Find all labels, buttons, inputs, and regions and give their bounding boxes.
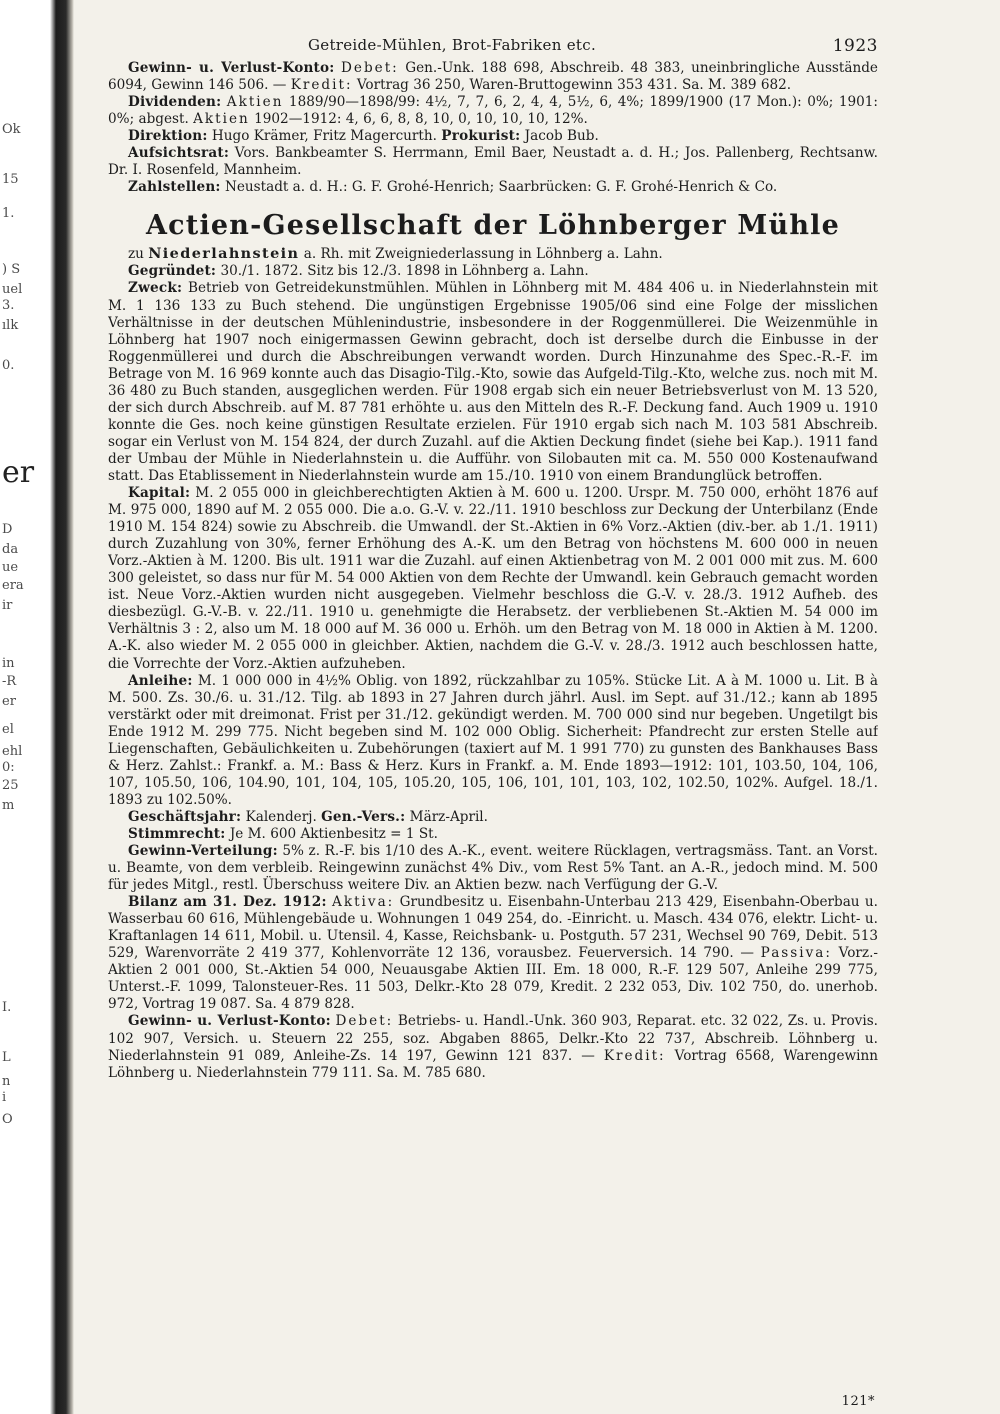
section-geschaeftsjahr: Geschäftsjahr: Kalenderj. Gen.-Vers.: März-April. — [128, 808, 488, 825]
margin-fragment: Ok — [2, 122, 21, 137]
margin-fragment: el — [2, 722, 14, 737]
margin-fragment: ehl — [2, 744, 23, 759]
section-gewinn-verlust-konto: Gewinn- u. Verlust-Konto: Debet: Betriebs- u. Handl.-Unk. 360 903, Reparat. etc. 32 022, Zs. u. Provis. 102 907, Versich. u. Steuern 22 255, soz. Abgaben 8865, Delkr.-Kto 22 737, Abschreib. Löhnberg u. Niederlahnstein 91 089, Anleihe-Zs. 14 197, Gewinn 121 837. — Kredit: Vortrag 6568, Warengewinn Löhnberg u. Niederlahnstein 779 111. Sa. M. 785 680. — [108, 1013, 878, 1081]
section-gegruendet: Gegründet: 30./1. 1872. Sitz bis 12./3. 1898 in Löhnberg a. Lahn. — [128, 263, 589, 280]
margin-fragment: ue — [2, 560, 19, 575]
margin-fragment: -R — [2, 674, 17, 689]
margin-fragment: er — [2, 456, 35, 490]
section-stimmrecht: Stimmrecht: Je M. 600 Aktienbesitz = 1 St. — [128, 825, 438, 842]
margin-fragment: uel — [2, 282, 23, 297]
company-subtitle: zu Niederlahnstein a. Rh. mit Zweigniederlassung in Löhnberg a. Lahn. — [128, 245, 663, 263]
margin-fragment: O — [2, 1112, 13, 1127]
margin-fragment: 3. — [2, 298, 15, 313]
printer-signature: 121* — [841, 1394, 875, 1409]
margin-fragment: in — [2, 656, 15, 671]
running-head-title: Getreide-Mühlen, Brot-Fabriken etc. — [308, 36, 597, 54]
section-zweck: Zweck: Betrieb von Getreidekunstmühlen. Mühlen in Löhnberg mit M. 484 406 u. in Niederlahnstein mit M. 1 136 133 zu Buch stehend. Die ungünstigen Ergebnisse 1905/06 sind eine Folge der misslichen Verhältnisse in der deutschen Mühlenindustrie, insbesondere in der Roggenmüllerei. Die Weizenmühle in Löhnberg hat 1907 noch einigermassen Gewinn gebracht, doch ist derselbe durch die Einbusse in der Roggenmüllerei und durch die Abschreibungen verwandt worden. Durch Hinzunahme des Spec.-R.-F. im Betrage von M. 16 969 konnte auch das Disagio-Tilg.-Kto, sowie das Aufgeld-Tilg.-Kto, welche zus. noch mit M. 36 480 zu Buch standen, ausgeglichen werden. Für 1908 ergab sich ein neuer Betriebsverlust von M. 13 520, der sich durch Abschreib. auf M. 87 781 erhöhte u. aus den Mitteln des R.-F. Deckung fand. Auch 1909 u. 1910 konnte die Ges. noch keine günstigen Resultate erzielen. Für 1910 ergab sich nach M. 103 581 Abschreib. sogar ein Verlust von M. 154 824, der durch Zuzahl. auf die Aktien Deckung findet (siehe bei Kap.). 1911 fand der Umbau der Mühle in Niederlahnstein u. die Aufführ. von Silobauten mit ca. M. 550 000 Kostenaufwand statt. Das Etablissement in Niederlahnstein wurde am 15./10. 1910 von einem Brandunglück betroffen. — [108, 280, 878, 484]
prev-zahlstellen: Zahlstellen: Neustadt a. d. H.: G. F. Grohé-Henrich; Saarbrücken: G. F. Grohé-Henrich & Co. — [128, 179, 778, 196]
prev-direktion: Direktion: Hugo Krämer, Fritz Magercurth. Prokurist: Jacob Bub. — [128, 128, 599, 145]
company-title: Actien-Gesellschaft der Löhnberger Mühle — [146, 210, 840, 242]
margin-fragment: D — [2, 522, 13, 537]
margin-fragment: i — [2, 1090, 7, 1105]
margin-fragment: n — [2, 1074, 11, 1089]
page-number: 1923 — [832, 36, 878, 56]
prev-gewinn-verlust-konto: Gewinn- u. Verlust-Konto: Debet: Gen.-Unk. 188 698, Abschreib. 48 383, uneinbringliche Ausstände 6094, Gewinn 146 506. — Kredit: Vortrag 36 250, Waren-Bruttogewinn 353 431. Sa. M. 389 682. — [108, 60, 878, 94]
margin-fragment: da — [2, 542, 19, 557]
margin-fragment: ) S — [2, 262, 21, 277]
section-kapital: Kapital: M. 2 055 000 in gleichberechtigten Aktien à M. 600 u. 1200. Urspr. M. 750 000, erhöht 1876 auf M. 975 000, 1890 auf M. 2 055 000. Die a.o. G.-V. v. 22./11. 1910 beschloss zur Deckung der Unterbilanz (Ende 1910 M. 154 824) sowie zu Abschreib. die Umwandl. der St.-Aktien in 6% Vorz.-Aktien (div.-ber. ab 1./1. 1911) durch Zuzahlung von 30%, ferner Erhöhung des A.-K. um den Betrag von höchstens M. 600 000 in neuen Vorz.-Aktien à M. 1200. Bis ult. 1911 war die Zuzahl. auf einen Aktienbetrag von M. 2 001 000 mit zus. M. 600 300 geleistet, so dass nur für M. 54 000 Aktien von dem Rechte der Umwandl. kein Gebrauch gemacht worden ist. Neue Vorz.-Aktien wurden nicht ausgegeben. Vielmehr beschloss die G.-V. v. 28./3. 1912 Aufheb. des diesbezügl. G.-V.-B. v. 22./11. 1910 u. genehmigte die Herabsetz. der verbliebenen St.-Aktien M. 54 000 im Verhältnis 3 : 2, also um M. 18 000 auf M. 36 000 u. Erhöh. um den Betrag von M. 18 000 in Aktien à M. 1200. A.-K. also wieder M. 2 055 000 in gleichber. Aktien, nachdem die G.-V. v. 28./3. 1912 auch beschlossen hatte, die Vorrechte der Vorz.-Aktien aufzuheben. — [108, 485, 878, 672]
section-bilanz: Bilanz am 31. Dez. 1912: Aktiva: Grundbesitz u. Eisenbahn-Unterbau 213 429, Eisenbahn-Oberbau u. Wasserbau 60 616, Mühlengebäude u. Wohnungen 1 049 254, do. -Einricht. u. Masch. 434 076, elektr. Licht- u. Kraftanlagen 14 611, Mobil. u. Utensil. 4, Kasse, Reichsbank- u. Postguth. 57 231, Wechsel 90 769, Debit. 513 529, Warenvorräte 2 419 377, Kohlenvorräte 12 136, vorausbez. Feuerversich. 14 790. — Passiva: Vorz.-Aktien 2 001 000, St.-Aktien 54 000, Neuausgabe Aktien III. Em. 18 000, R.-F. 129 507, Anleihe 299 775, Unterst.-F. 1099, Talonsteuer-Res. 11 503, Delkr.-Kto 28 079, Kredit. 2 232 053, Div. 102 750, do. unerhob. 972, Vortrag 19 087. Sa. 4 879 828. — [108, 894, 878, 1013]
section-gewinn-verteilung: Gewinn-Verteilung: 5% z. R.-F. bis 1/10 des A.-K., event. weitere Rücklagen, vertragsmäss. Tant. an Vorst. u. Beamte, von dem verbleib. Reingewinn zunächst 4% Div., vom Rest 5% Tant. an A.-R., jedoch mind. M. 500 für jedes Mitgl., restl. Überschuss weitere Div. an Aktien bezw. nach Verfügung der G.-V. — [108, 843, 878, 894]
margin-fragment: 15 — [2, 172, 19, 187]
margin-fragment: 1. — [2, 206, 15, 221]
margin-fragment: ir — [2, 598, 13, 613]
margin-fragment: m — [2, 798, 15, 813]
margin-fragment: I. — [2, 1000, 12, 1015]
prev-dividenden: Dividenden: Aktien 1889/90—1898/99: 4½, 7, 7, 6, 2, 4, 4, 5½, 6, 4%; 1899/1900 (17 Mon.): 0%; 1901: 0%; abgest. Aktien 1902—1912: 4, 6, 6, 8, 8, 10, 0, 10, 10, 10, 12%. — [108, 94, 878, 128]
margin-fragment: L — [2, 1050, 11, 1065]
running-head — [108, 36, 878, 60]
margin-fragment: ılk — [2, 318, 19, 333]
margin-fragment: 0: — [2, 760, 15, 775]
margin-fragment: 0. — [2, 358, 15, 373]
section-anleihe: Anleihe: M. 1 000 000 in 4½% Oblig. von 1892, rückzahlbar zu 105%. Stücke Lit. A à M. 1000 u. Lit. B à M. 500. Zs. 30./6. u. 31./12. Tilg. ab 1893 in 27 Jahren durch jährl. Ausl. im Sept. auf 31./12.; kann ab 1895 verstärkt oder mit dreimonat. Frist per 31./12. gekündigt werden. M. 700 000 sind nur begeben. Ungetilgt bis Ende 1912 M. 299 775. Nicht begeben sind M. 102 000 Oblig. Sicherheit: Pfandrecht zur ersten Stelle auf Liegenschaften, Gebäulichkeiten u. Zubehörungen (taxiert auf M. 1 991 770) zu gunsten des Bankhauses Bass & Herz. Zahlst.: Frankf. a. M.: Bass & Herz. Kurs in Frankf. a. M. Ende 1893—1912: 101, 103.50, 104, 106, 107, 105.50, 106, 104.90, 101, 104, 105, 105.20, 105, 106, 101, 101, 103, 102, 102.50, 102%. Aufgel. 18./1. 1893 zu 102.50%. — [108, 672, 878, 808]
margin-fragment: era — [2, 578, 24, 593]
prev-aufsichtsrat: Aufsichtsrat: Vors. Bankbeamter S. Herrmann, Emil Baer, Neustadt a. d. H.; Jos. Pallenberg, Rechtsanw. Dr. I. Rosenfeld, Mannheim. — [108, 145, 878, 179]
margin-fragment: 25 — [2, 778, 19, 793]
document-page — [108, 36, 878, 1396]
margin-fragment: er — [2, 694, 16, 709]
